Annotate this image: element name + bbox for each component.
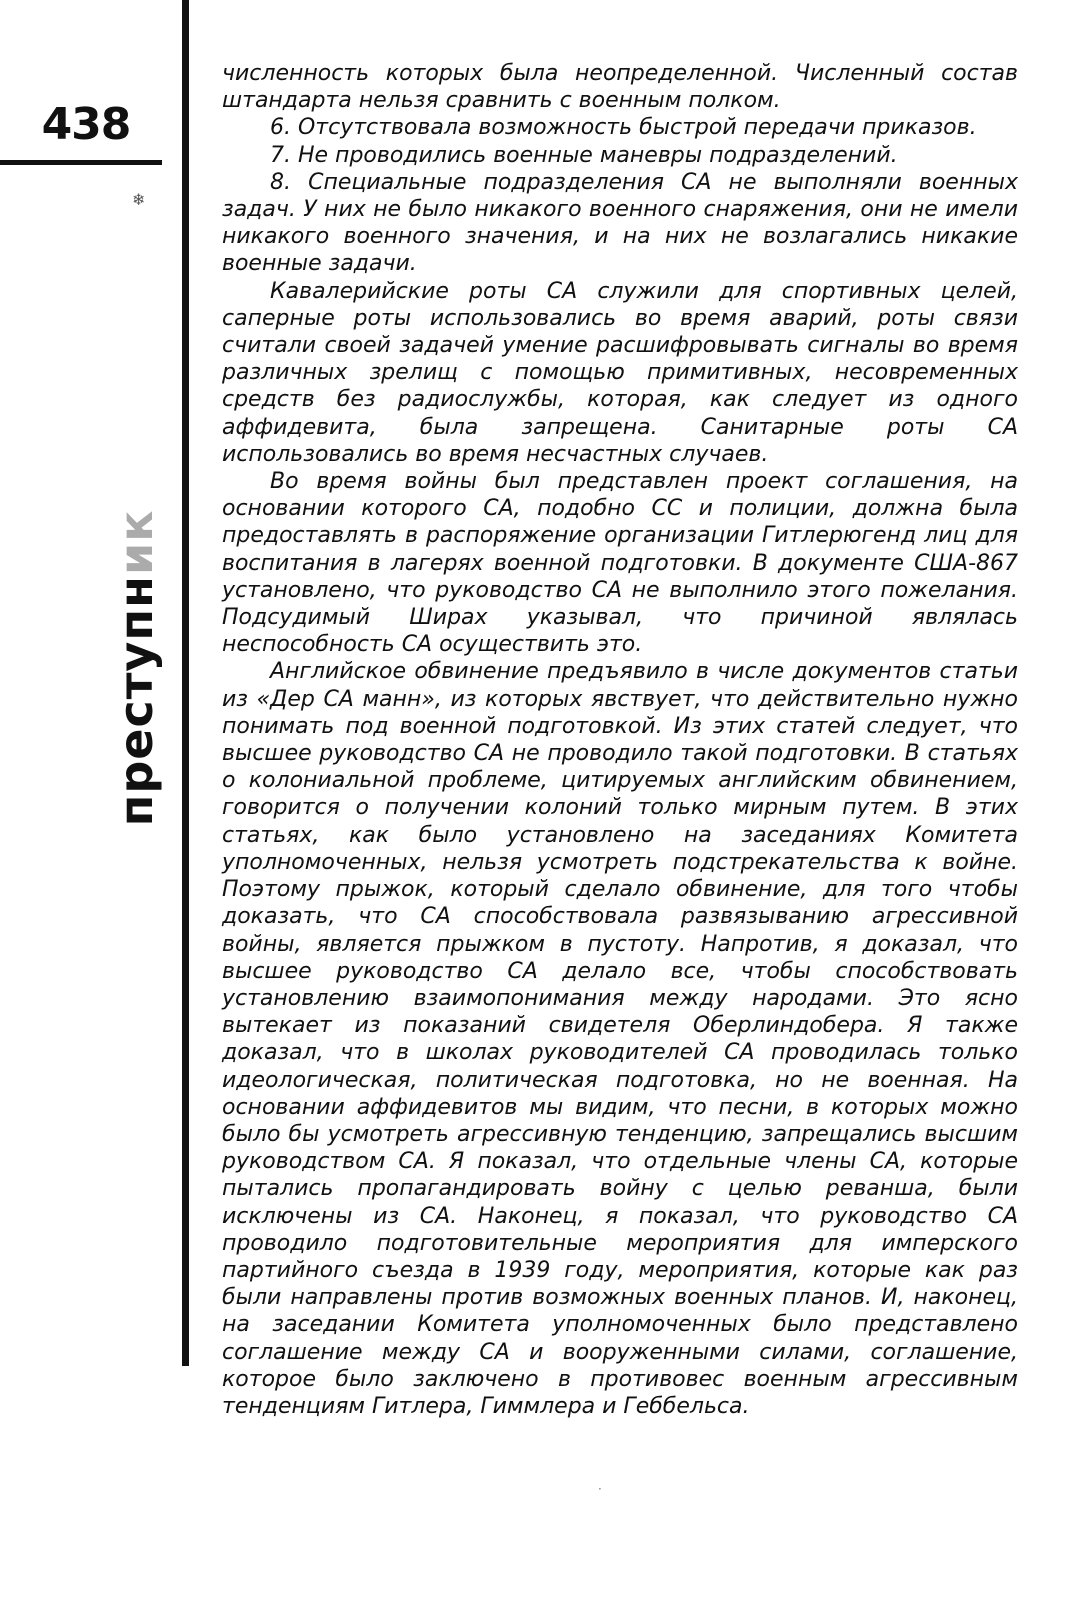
page-number: 438 bbox=[41, 99, 131, 150]
running-section-label bbox=[109, 510, 163, 827]
body-text bbox=[222, 60, 1018, 1420]
paragraph-english-prosecution: Английское обвинение предъявило в числе документов статьи из «Дер СА манн», из которых явствует, что действительно нужно понимать под военной подготовкой. Из этих статей следует, что высшее руководство СА не проводило такой подготовки. В статьях о колониальной проблеме, цитируемых английским обвинением, говорится о получении колоний только мирным путем. В этих статьях, как было установлено на заседаниях Комитета уполномоченных, нельзя усмотреть подстрекательства к войне. Поэтому прыжок, который сделало обвинение, для того чтобы доказать, что СА способствовала развязыванию агрессивной войны, является прыжком в пустоту. Напротив, я доказал, что высшее руководство СА делало все, чтобы способствовать установлению взаимопонимания между народами. Это ясно вытекает из показаний свидетеля Оберлиндобера. Я также доказал, что в школах руководителей СА проводилась только идеологическая, политическая подготовка, но не военная. На основании аффидевитов мы видим, что песни, в которых можно было бы усмотреть агрессивную тенденцию, запрещались высшим руководством СА. Я показал, что отдельные члены СА, которые пытались пропагандировать войну с целью реванша, были исключены из СА. Наконец, я показал, что руководство СА проводило подготовительные мероприятия для имперского партийного съезда в 1939 году, мероприятия, которые как раз были направлены против возможных военных планов. И, наконец, на заседании Комитета уполномоченных было представлено соглашение между СА и вооруженными силами, соглашение, которое было заключено в противовес военным агрессивным тенденциям Гитлера, Гиммлера и Геббельса. bbox=[222, 659, 1018, 1419]
paragraph-item-8: 8. Специальные подразделения СА не выполняли военных задач. У них не было никакого военного снаряжения, они не имели никакого военного значения, и на них не возлагались никакие военные задачи. bbox=[222, 169, 1018, 277]
ornament-icon: ❄ bbox=[132, 190, 146, 209]
paragraph-item-7: 7. Не проводились военные маневры подразделений. bbox=[270, 142, 898, 168]
running-section-label-text: преступн bbox=[109, 575, 163, 827]
paragraph-continuation: численность которых была неопределенной. Численный состав штандарта нельзя сравнить с военным полком. bbox=[222, 61, 1018, 114]
paragraph-war-agreement: Во время войны был представлен проект соглашения, на основании которого СА, подобно СС и полиции, должна была предоставлять в распоряжение организации Гитлерюгенд лиц для воспитания в лагерях военной подготовки. В документе США-867 установлено, что руководство СА не выполнило этого пожелания. Подсудимый Ширах указывал, что причиной являлась неспособность СА осуществить это. bbox=[222, 469, 1018, 658]
running-section-label-fade: ик bbox=[109, 509, 163, 576]
stray-mark: · bbox=[598, 1482, 602, 1496]
page-number-rule bbox=[0, 160, 162, 165]
paragraph-cavalry: Кавалерийские роты СА служили для спортивных целей, саперные роты использовались во время аварий, роты связи считали своей задачей умение расшифровывать сигналы во время различных зрелищ с помощью примитивных, несовременных средств без радиослужбы, которая, как следует из одного аффидевита, была запрещена. Санитарные роты СА использовались во время несчастных случаев. bbox=[222, 278, 1018, 467]
margin-vertical-rule bbox=[182, 0, 189, 1366]
paragraph-item-6: 6. Отсутствовала возможность быстрой передачи приказов. bbox=[270, 115, 977, 141]
